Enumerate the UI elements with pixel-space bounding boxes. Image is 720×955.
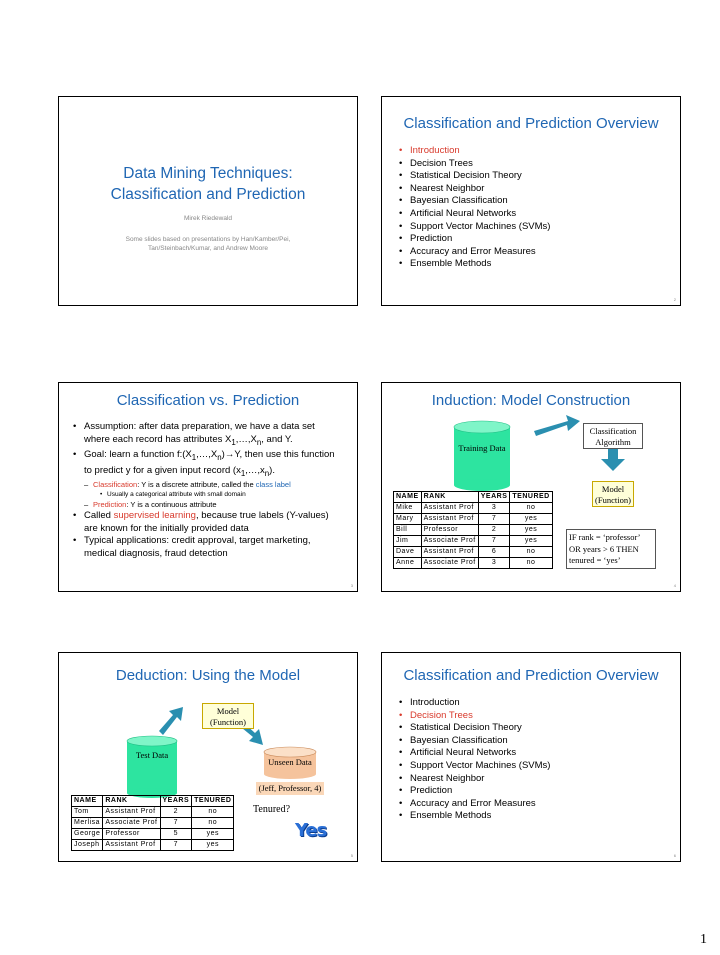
list-item: • Bayesian Classification bbox=[399, 735, 550, 748]
model-box: Model (Function) bbox=[202, 703, 254, 729]
list-item: • Artificial Neural Networks bbox=[399, 208, 550, 221]
table-cell: Assistant Prof bbox=[103, 807, 160, 818]
table-row bbox=[394, 558, 553, 569]
table-cell: Anne bbox=[394, 558, 422, 569]
title-line1: Data Mining Techniques: bbox=[123, 165, 293, 182]
table-cell: Mary bbox=[394, 514, 422, 525]
list-item: • Decision Trees bbox=[399, 158, 550, 171]
table-cell: yes bbox=[510, 514, 552, 525]
list-item: • Artificial Neural Networks bbox=[399, 747, 550, 760]
table-cell: 3 bbox=[478, 558, 510, 569]
list-item: • Introduction bbox=[399, 697, 550, 710]
table-header-cell: TENURED bbox=[192, 796, 234, 807]
page-number: 1 bbox=[700, 932, 707, 947]
slide-heading: Induction: Model Construction bbox=[431, 392, 631, 409]
table-row bbox=[72, 840, 234, 851]
training-data-label: Training Data bbox=[458, 443, 506, 453]
table-cell: 3 bbox=[478, 503, 510, 514]
table-cell: Dave bbox=[394, 547, 422, 558]
table-header-cell: RANK bbox=[103, 796, 160, 807]
list-item: • Bayesian Classification bbox=[399, 195, 550, 208]
training-table bbox=[393, 491, 553, 569]
table-cell: Assistant Prof bbox=[421, 503, 478, 514]
table-cell: Bill bbox=[394, 525, 422, 536]
slide-overview-1 bbox=[381, 96, 681, 306]
table-header-cell: TENURED bbox=[510, 492, 552, 503]
table-row bbox=[394, 536, 553, 547]
list-item: • Nearest Neighbor bbox=[399, 773, 550, 786]
table-cell: Assistant Prof bbox=[103, 840, 160, 851]
cvp-list bbox=[73, 421, 343, 560]
table-cell: yes bbox=[510, 536, 552, 547]
rule-box: IF rank = ‘professor’ OR years > 6 THEN tenured = ‘yes’ bbox=[566, 529, 656, 569]
list-item: • Nearest Neighbor bbox=[399, 183, 550, 196]
list-item: • Support Vector Machines (SVMs) bbox=[399, 221, 550, 234]
record-box: (Jeff, Professor, 4) bbox=[256, 782, 324, 795]
table-header-cell: NAME bbox=[72, 796, 103, 807]
table-cell: 2 bbox=[160, 807, 192, 818]
unseen-data-label: Unseen Data bbox=[268, 757, 312, 767]
table-cell: Associate Prof bbox=[421, 536, 478, 547]
table-cell: 7 bbox=[160, 818, 192, 829]
slide-number: 2 bbox=[673, 297, 676, 302]
table-cell: 7 bbox=[478, 536, 510, 547]
table-header-cell: NAME bbox=[394, 492, 422, 503]
sub-prediction: – Prediction: Y is a continuous attribute bbox=[93, 500, 343, 510]
overview-list bbox=[399, 697, 550, 823]
slide-induction bbox=[381, 382, 681, 592]
table-cell: Mike bbox=[394, 503, 422, 514]
list-item: • Ensemble Methods bbox=[399, 258, 550, 271]
arrow-to-algorithm-icon bbox=[534, 415, 580, 436]
slide-heading: Classification and Prediction Overview bbox=[403, 115, 659, 132]
table-row bbox=[394, 525, 553, 536]
table-cell: Jim bbox=[394, 536, 422, 547]
list-item: • Decision Trees bbox=[399, 710, 550, 723]
table-row bbox=[72, 829, 234, 840]
table-cell: Associate Prof bbox=[103, 818, 160, 829]
test-table bbox=[71, 795, 234, 851]
list-item: • Prediction bbox=[399, 233, 550, 246]
slide-deduction bbox=[58, 652, 358, 862]
table-cell: 5 bbox=[160, 829, 192, 840]
table-cell: Tom bbox=[72, 807, 103, 818]
title-line2: Classification and Prediction bbox=[110, 186, 306, 203]
list-item: • Ensemble Methods bbox=[399, 810, 550, 823]
subsub-categorical: • Usually a categorical attribute with small domain bbox=[107, 490, 343, 500]
table-header-cell: YEARS bbox=[478, 492, 510, 503]
training-data-cylinder bbox=[454, 421, 510, 491]
table-cell: no bbox=[510, 503, 552, 514]
table-cell: 2 bbox=[478, 525, 510, 536]
table-row bbox=[394, 503, 553, 514]
table-cell: George bbox=[72, 829, 103, 840]
table-row bbox=[394, 514, 553, 525]
table-cell: Associate Prof bbox=[421, 558, 478, 569]
classification-algorithm-box: Classification Algorithm bbox=[583, 423, 643, 449]
slide-number: 5 bbox=[350, 853, 353, 858]
table-header-cell: RANK bbox=[421, 492, 478, 503]
bullet-supervised: • Called supervised learning, because true labels (Y-values) are known for the initially provided data bbox=[73, 510, 343, 535]
table-cell: Assistant Prof bbox=[421, 547, 478, 558]
slide-overview-2 bbox=[381, 652, 681, 862]
sub-classification: – Classification: Y is a discrete attribute, called the class label bbox=[93, 480, 343, 490]
table-cell: no bbox=[510, 558, 552, 569]
table-cell: Professor bbox=[103, 829, 160, 840]
table-cell: no bbox=[192, 818, 234, 829]
table-row bbox=[72, 818, 234, 829]
bullet-goal: • Goal: learn a function $f:(X_1,\dots,X_n)\to Y$, then use this function to predict y for a given input record $(x_1,\dots,x_n)$. bbox=[73, 449, 343, 480]
author: Mirek Riedewald bbox=[183, 215, 233, 222]
list-item: • Statistical Decision Theory bbox=[399, 722, 550, 735]
table-cell: Professor bbox=[421, 525, 478, 536]
table-cell: 7 bbox=[478, 514, 510, 525]
overview-list bbox=[399, 145, 550, 271]
slide-number: 3 bbox=[350, 583, 353, 588]
slide-heading: Classification vs. Prediction bbox=[116, 392, 300, 409]
slide-heading: Deduction: Using the Model bbox=[115, 667, 301, 684]
table-cell: yes bbox=[510, 525, 552, 536]
list-item: • Prediction bbox=[399, 785, 550, 798]
table-cell: Merlisa bbox=[72, 818, 103, 829]
slide-title-heading bbox=[59, 163, 357, 205]
table-cell: 7 bbox=[160, 840, 192, 851]
bullet-applications: • Typical applications: credit approval, target marketing, medical diagnosis, fraud detection bbox=[73, 535, 343, 560]
table-header-cell: YEARS bbox=[160, 796, 192, 807]
slide-number: 4 bbox=[673, 583, 676, 588]
table-cell: yes bbox=[192, 829, 234, 840]
table-cell: no bbox=[510, 547, 552, 558]
table-row bbox=[394, 547, 553, 558]
list-item: • Accuracy and Error Measures bbox=[399, 798, 550, 811]
table-row bbox=[72, 807, 234, 818]
table-cell: 6 bbox=[478, 547, 510, 558]
list-item: • Statistical Decision Theory bbox=[399, 170, 550, 183]
list-item: • Accuracy and Error Measures bbox=[399, 246, 550, 259]
table-cell: no bbox=[192, 807, 234, 818]
tenured-question: Tenured? bbox=[253, 804, 291, 815]
arrow-to-model-icon bbox=[601, 447, 625, 471]
test-data-label: Test Data bbox=[135, 750, 169, 760]
answer-yes: Yes bbox=[295, 820, 327, 841]
table-cell: Assistant Prof bbox=[421, 514, 478, 525]
slide-classification-vs-prediction bbox=[58, 382, 358, 592]
test-data-cylinder bbox=[127, 736, 177, 798]
credits: Some slides based on presentations by Han/Kamber/Pei, Tan/Steinbach/Kumar, and Andrew Moore bbox=[125, 236, 291, 252]
slide-heading: Classification and Prediction Overview bbox=[403, 667, 659, 684]
table-cell: yes bbox=[192, 840, 234, 851]
list-item: • Introduction bbox=[399, 145, 550, 158]
table-cell: Joseph bbox=[72, 840, 103, 851]
slide-number: 6 bbox=[673, 853, 676, 858]
bullet-assumption: • Assumption: after data preparation, we have a data set where each record has attributes $X_1,\dots,X_n$, and Y. bbox=[73, 421, 343, 449]
list-item: • Support Vector Machines (SVMs) bbox=[399, 760, 550, 773]
slide-title bbox=[58, 96, 358, 306]
arrow-model-test-icon bbox=[159, 707, 183, 735]
model-box: Model (Function) bbox=[592, 481, 634, 507]
